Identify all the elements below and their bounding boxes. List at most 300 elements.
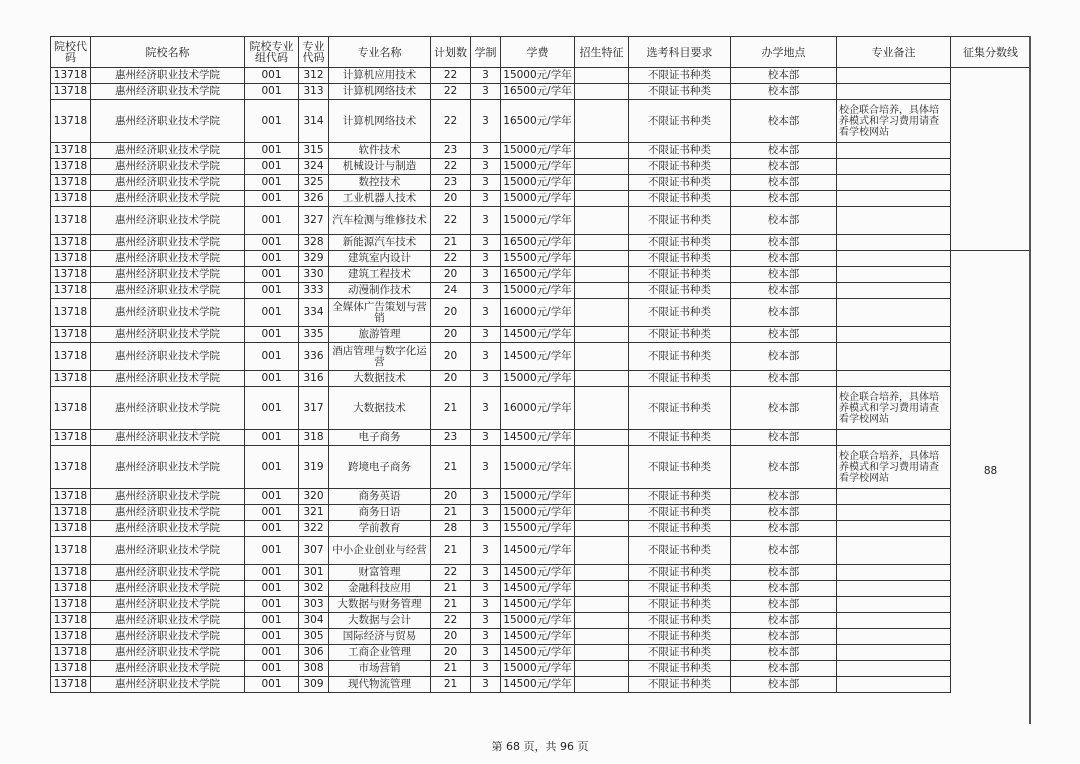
table-cell: 3 bbox=[471, 327, 501, 343]
table-cell: 建筑室内设计 bbox=[329, 251, 431, 267]
table-cell bbox=[837, 68, 951, 84]
table-cell: 不限证书种类 bbox=[629, 267, 731, 283]
table-cell bbox=[837, 521, 951, 537]
table-cell bbox=[575, 661, 629, 677]
table-cell: 不限证书种类 bbox=[629, 175, 731, 191]
table-row bbox=[51, 581, 1031, 597]
column-header: 专业备注 bbox=[837, 37, 951, 68]
table-cell: 001 bbox=[245, 629, 299, 645]
table-cell: 惠州经济职业技术学院 bbox=[91, 283, 245, 299]
table-cell: 15500元/学年 bbox=[501, 251, 575, 267]
table-cell bbox=[575, 143, 629, 159]
table-cell: 惠州经济职业技术学院 bbox=[91, 537, 245, 565]
table-cell: 001 bbox=[245, 613, 299, 629]
table-cell: 001 bbox=[245, 191, 299, 207]
table-cell: 惠州经济职业技术学院 bbox=[91, 446, 245, 489]
table-cell: 334 bbox=[299, 299, 329, 327]
table-cell: 16000元/学年 bbox=[501, 299, 575, 327]
table-cell: 22 bbox=[431, 613, 471, 629]
table-cell bbox=[575, 175, 629, 191]
table-cell: 惠州经济职业技术学院 bbox=[91, 235, 245, 251]
table-cell: 3 bbox=[471, 371, 501, 387]
table-row bbox=[51, 68, 1031, 84]
table-row bbox=[51, 191, 1031, 207]
table-cell: 机械设计与制造 bbox=[329, 159, 431, 175]
table-cell: 001 bbox=[245, 597, 299, 613]
table-cell: 001 bbox=[245, 283, 299, 299]
table-cell: 惠州经济职业技术学院 bbox=[91, 191, 245, 207]
table-cell: 22 bbox=[431, 251, 471, 267]
table-cell: 22 bbox=[431, 159, 471, 175]
table-cell: 3 bbox=[471, 645, 501, 661]
table-cell: 校本部 bbox=[731, 565, 837, 581]
table-cell: 惠州经济职业技术学院 bbox=[91, 175, 245, 191]
table-cell: 3 bbox=[471, 489, 501, 505]
table-cell: 不限证书种类 bbox=[629, 191, 731, 207]
table-cell bbox=[837, 629, 951, 645]
table-cell: 303 bbox=[299, 597, 329, 613]
table-cell: 惠州经济职业技术学院 bbox=[91, 505, 245, 521]
table-cell: 3 bbox=[471, 629, 501, 645]
table-cell: 001 bbox=[245, 251, 299, 267]
table-row bbox=[51, 597, 1031, 613]
column-header: 学制 bbox=[471, 37, 501, 68]
table-cell: 21 bbox=[431, 505, 471, 521]
table-cell: 15000元/学年 bbox=[501, 68, 575, 84]
table-cell bbox=[837, 661, 951, 677]
table-cell: 15000元/学年 bbox=[501, 191, 575, 207]
table-cell: 校本部 bbox=[731, 191, 837, 207]
table-row bbox=[51, 283, 1031, 299]
table-cell: 321 bbox=[299, 505, 329, 521]
table-cell: 惠州经济职业技术学院 bbox=[91, 581, 245, 597]
table-cell: 13718 bbox=[51, 629, 91, 645]
table-cell: 001 bbox=[245, 343, 299, 371]
table-cell bbox=[837, 613, 951, 629]
table-cell: 304 bbox=[299, 613, 329, 629]
table-cell bbox=[837, 371, 951, 387]
table-cell: 317 bbox=[299, 387, 329, 430]
table-cell bbox=[575, 84, 629, 100]
column-header: 招生特征 bbox=[575, 37, 629, 68]
table-cell: 001 bbox=[245, 521, 299, 537]
table-cell: 惠州经济职业技术学院 bbox=[91, 489, 245, 505]
table-cell: 13718 bbox=[51, 283, 91, 299]
table-cell: 305 bbox=[299, 629, 329, 645]
table-cell: 21 bbox=[431, 446, 471, 489]
table-cell: 商务日语 bbox=[329, 505, 431, 521]
column-header: 计划数 bbox=[431, 37, 471, 68]
table-cell: 不限证书种类 bbox=[629, 521, 731, 537]
table-cell bbox=[575, 581, 629, 597]
table-cell: 20 bbox=[431, 299, 471, 327]
table-cell: 3 bbox=[471, 207, 501, 235]
table-cell: 15000元/学年 bbox=[501, 159, 575, 175]
table-cell: 320 bbox=[299, 489, 329, 505]
table-cell: 校本部 bbox=[731, 299, 837, 327]
table-cell: 23 bbox=[431, 175, 471, 191]
table-cell: 001 bbox=[245, 505, 299, 521]
table-cell: 15000元/学年 bbox=[501, 371, 575, 387]
table-cell: 商务英语 bbox=[329, 489, 431, 505]
table-cell: 3 bbox=[471, 235, 501, 251]
table-cell bbox=[575, 327, 629, 343]
table-cell: 不限证书种类 bbox=[629, 581, 731, 597]
table-cell: 不限证书种类 bbox=[629, 537, 731, 565]
column-header: 征集分数线 bbox=[951, 37, 1031, 68]
table-row bbox=[51, 143, 1031, 159]
table-cell: 不限证书种类 bbox=[629, 68, 731, 84]
table-cell: 313 bbox=[299, 84, 329, 100]
table-cell bbox=[575, 159, 629, 175]
table-cell: 电子商务 bbox=[329, 430, 431, 446]
table-cell bbox=[575, 629, 629, 645]
table-cell: 335 bbox=[299, 327, 329, 343]
table-cell: 318 bbox=[299, 430, 329, 446]
table-cell: 计算机网络技术 bbox=[329, 84, 431, 100]
table-cell: 酒店管理与数字化运营 bbox=[329, 343, 431, 371]
column-header: 院校名称 bbox=[91, 37, 245, 68]
table-cell bbox=[575, 565, 629, 581]
table-row bbox=[51, 267, 1031, 283]
table-cell: 15000元/学年 bbox=[501, 175, 575, 191]
table-row bbox=[51, 159, 1031, 175]
table-cell bbox=[837, 505, 951, 521]
table-cell: 校本部 bbox=[731, 581, 837, 597]
table-cell bbox=[575, 283, 629, 299]
table-cell: 新能源汽车技术 bbox=[329, 235, 431, 251]
table-cell: 校本部 bbox=[731, 446, 837, 489]
table-cell bbox=[575, 613, 629, 629]
table-row bbox=[51, 207, 1031, 235]
table-cell: 校本部 bbox=[731, 371, 837, 387]
table-cell: 校本部 bbox=[731, 207, 837, 235]
table-cell: 校本部 bbox=[731, 645, 837, 661]
table-row bbox=[51, 661, 1031, 677]
table-cell: 22 bbox=[431, 565, 471, 581]
table-cell: 13718 bbox=[51, 521, 91, 537]
page-right-border bbox=[1029, 36, 1031, 724]
table-cell: 326 bbox=[299, 191, 329, 207]
table-row bbox=[51, 446, 1031, 489]
table-cell: 惠州经济职业技术学院 bbox=[91, 565, 245, 581]
table-cell bbox=[575, 251, 629, 267]
table-row bbox=[51, 505, 1031, 521]
table-cell: 324 bbox=[299, 159, 329, 175]
table-cell: 软件技术 bbox=[329, 143, 431, 159]
table-cell: 001 bbox=[245, 430, 299, 446]
table-cell: 不限证书种类 bbox=[629, 283, 731, 299]
table-cell: 16500元/学年 bbox=[501, 267, 575, 283]
table-cell: 15000元/学年 bbox=[501, 505, 575, 521]
table-cell: 001 bbox=[245, 446, 299, 489]
table-cell: 惠州经济职业技术学院 bbox=[91, 327, 245, 343]
table-cell: 13718 bbox=[51, 343, 91, 371]
table-cell bbox=[837, 267, 951, 283]
table-cell bbox=[575, 537, 629, 565]
table-cell: 21 bbox=[431, 387, 471, 430]
column-header: 院校代码 bbox=[51, 37, 91, 68]
table-cell bbox=[837, 489, 951, 505]
table-cell: 24 bbox=[431, 283, 471, 299]
table-cell: 不限证书种类 bbox=[629, 343, 731, 371]
table-cell: 13718 bbox=[51, 430, 91, 446]
table-cell: 15000元/学年 bbox=[501, 207, 575, 235]
table-cell: 惠州经济职业技术学院 bbox=[91, 521, 245, 537]
table-cell: 不限证书种类 bbox=[629, 489, 731, 505]
column-header: 专业代码 bbox=[299, 37, 329, 68]
table-cell: 不限证书种类 bbox=[629, 207, 731, 235]
table-cell: 327 bbox=[299, 207, 329, 235]
table-cell: 316 bbox=[299, 371, 329, 387]
table-cell: 3 bbox=[471, 251, 501, 267]
table-cell: 329 bbox=[299, 251, 329, 267]
table-cell: 3 bbox=[471, 446, 501, 489]
table-cell bbox=[837, 565, 951, 581]
table-cell: 001 bbox=[245, 143, 299, 159]
table-cell: 333 bbox=[299, 283, 329, 299]
table-cell: 3 bbox=[471, 565, 501, 581]
table-cell: 20 bbox=[431, 629, 471, 645]
table-cell: 13718 bbox=[51, 175, 91, 191]
table-cell: 22 bbox=[431, 84, 471, 100]
table-cell: 13718 bbox=[51, 677, 91, 693]
table-row bbox=[51, 430, 1031, 446]
table-cell: 14500元/学年 bbox=[501, 565, 575, 581]
table-cell bbox=[837, 235, 951, 251]
table-cell: 3 bbox=[471, 283, 501, 299]
table-row bbox=[51, 387, 1031, 430]
table-cell: 001 bbox=[245, 84, 299, 100]
table-row bbox=[51, 343, 1031, 371]
table-header-row bbox=[51, 37, 1031, 68]
column-header: 选考科目要求 bbox=[629, 37, 731, 68]
table-cell: 国际经济与贸易 bbox=[329, 629, 431, 645]
table-cell: 14500元/学年 bbox=[501, 677, 575, 693]
table-cell: 不限证书种类 bbox=[629, 251, 731, 267]
table-cell: 301 bbox=[299, 565, 329, 581]
table-cell: 不限证书种类 bbox=[629, 159, 731, 175]
table-cell: 14500元/学年 bbox=[501, 430, 575, 446]
table-cell bbox=[837, 207, 951, 235]
score-cell-top bbox=[951, 68, 1031, 251]
table-cell: 不限证书种类 bbox=[629, 661, 731, 677]
table-cell bbox=[575, 371, 629, 387]
table-cell: 旅游管理 bbox=[329, 327, 431, 343]
table-cell: 不限证书种类 bbox=[629, 505, 731, 521]
table-cell: 16000元/学年 bbox=[501, 387, 575, 430]
table-cell: 不限证书种类 bbox=[629, 677, 731, 693]
table-cell: 惠州经济职业技术学院 bbox=[91, 677, 245, 693]
table-cell: 16500元/学年 bbox=[501, 100, 575, 143]
table-cell: 不限证书种类 bbox=[629, 84, 731, 100]
table-cell: 314 bbox=[299, 100, 329, 143]
table-cell bbox=[575, 267, 629, 283]
table-cell: 不限证书种类 bbox=[629, 371, 731, 387]
table-cell bbox=[837, 251, 951, 267]
table-cell: 308 bbox=[299, 661, 329, 677]
table-cell: 财富管理 bbox=[329, 565, 431, 581]
table-cell: 校本部 bbox=[731, 489, 837, 505]
table-cell: 15000元/学年 bbox=[501, 613, 575, 629]
page-footer: 第 68 页，共 96 页 bbox=[491, 740, 589, 753]
table-cell: 13718 bbox=[51, 597, 91, 613]
table-cell bbox=[837, 191, 951, 207]
column-header: 学费 bbox=[501, 37, 575, 68]
table-cell: 工业机器人技术 bbox=[329, 191, 431, 207]
table-cell: 001 bbox=[245, 327, 299, 343]
table-cell: 不限证书种类 bbox=[629, 387, 731, 430]
table-cell: 校本部 bbox=[731, 100, 837, 143]
table-cell: 21 bbox=[431, 677, 471, 693]
table-cell: 惠州经济职业技术学院 bbox=[91, 661, 245, 677]
table-cell: 惠州经济职业技术学院 bbox=[91, 143, 245, 159]
table-row bbox=[51, 100, 1031, 143]
table-cell: 336 bbox=[299, 343, 329, 371]
table-cell: 校本部 bbox=[731, 629, 837, 645]
table-cell: 3 bbox=[471, 84, 501, 100]
table-cell: 21 bbox=[431, 661, 471, 677]
table-cell: 13718 bbox=[51, 581, 91, 597]
table-cell: 不限证书种类 bbox=[629, 629, 731, 645]
table-cell: 3 bbox=[471, 430, 501, 446]
table-cell: 13718 bbox=[51, 143, 91, 159]
table-cell bbox=[575, 521, 629, 537]
table-cell: 3 bbox=[471, 581, 501, 597]
table-row bbox=[51, 645, 1031, 661]
table-cell bbox=[575, 677, 629, 693]
table-cell: 惠州经济职业技术学院 bbox=[91, 84, 245, 100]
table-cell: 跨境电子商务 bbox=[329, 446, 431, 489]
table-cell: 20 bbox=[431, 267, 471, 283]
table-cell: 001 bbox=[245, 645, 299, 661]
table-cell: 322 bbox=[299, 521, 329, 537]
table-cell bbox=[575, 446, 629, 489]
table-cell: 校本部 bbox=[731, 267, 837, 283]
table-cell: 计算机网络技术 bbox=[329, 100, 431, 143]
table-cell bbox=[575, 299, 629, 327]
table-cell: 13718 bbox=[51, 68, 91, 84]
table-cell: 不限证书种类 bbox=[629, 597, 731, 613]
table-cell: 15000元/学年 bbox=[501, 489, 575, 505]
table-row bbox=[51, 537, 1031, 565]
table-cell bbox=[837, 84, 951, 100]
table-cell: 校本部 bbox=[731, 283, 837, 299]
table-cell bbox=[575, 645, 629, 661]
table-cell: 13718 bbox=[51, 84, 91, 100]
table-cell bbox=[575, 505, 629, 521]
table-cell bbox=[837, 327, 951, 343]
table-cell: 13718 bbox=[51, 645, 91, 661]
table-cell bbox=[575, 191, 629, 207]
table-cell: 惠州经济职业技术学院 bbox=[91, 207, 245, 235]
table-cell: 工商企业管理 bbox=[329, 645, 431, 661]
table-cell: 惠州经济职业技术学院 bbox=[91, 613, 245, 629]
table-cell bbox=[837, 597, 951, 613]
table-cell bbox=[837, 343, 951, 371]
table-cell: 13718 bbox=[51, 327, 91, 343]
table-cell: 309 bbox=[299, 677, 329, 693]
table-cell: 全媒体广告策划与营销 bbox=[329, 299, 431, 327]
table-cell bbox=[575, 430, 629, 446]
table-cell: 001 bbox=[245, 207, 299, 235]
table-cell: 315 bbox=[299, 143, 329, 159]
table-cell: 不限证书种类 bbox=[629, 327, 731, 343]
table-cell bbox=[837, 537, 951, 565]
table-cell: 惠州经济职业技术学院 bbox=[91, 597, 245, 613]
table-cell: 校本部 bbox=[731, 521, 837, 537]
table-cell bbox=[575, 68, 629, 84]
table-cell: 不限证书种类 bbox=[629, 430, 731, 446]
table-row bbox=[51, 175, 1031, 191]
score-cutoff-cell: 88 bbox=[951, 251, 1031, 693]
table-cell bbox=[575, 343, 629, 371]
table-cell: 3 bbox=[471, 613, 501, 629]
table-cell: 3 bbox=[471, 597, 501, 613]
table-cell: 惠州经济职业技术学院 bbox=[91, 251, 245, 267]
table-cell: 001 bbox=[245, 677, 299, 693]
table-cell: 计算机应用技术 bbox=[329, 68, 431, 84]
table-cell: 不限证书种类 bbox=[629, 565, 731, 581]
table-cell: 20 bbox=[431, 371, 471, 387]
table-cell: 不限证书种类 bbox=[629, 645, 731, 661]
table-cell bbox=[837, 299, 951, 327]
table-cell: 学前教育 bbox=[329, 521, 431, 537]
table-cell: 330 bbox=[299, 267, 329, 283]
table-cell: 3 bbox=[471, 100, 501, 143]
table-cell bbox=[837, 175, 951, 191]
table-cell: 22 bbox=[431, 100, 471, 143]
table-cell: 001 bbox=[245, 537, 299, 565]
column-header: 专业名称 bbox=[329, 37, 431, 68]
table-cell: 校企联合培养，具体培养模式和学习费用请查看学校网站 bbox=[837, 387, 951, 430]
table-cell: 14500元/学年 bbox=[501, 343, 575, 371]
table-row bbox=[51, 235, 1031, 251]
table-row bbox=[51, 84, 1031, 100]
table-cell: 13718 bbox=[51, 299, 91, 327]
table-cell: 325 bbox=[299, 175, 329, 191]
table-cell: 3 bbox=[471, 175, 501, 191]
column-header: 办学地点 bbox=[731, 37, 837, 68]
table-cell: 3 bbox=[471, 343, 501, 371]
table-row bbox=[51, 299, 1031, 327]
table-cell: 307 bbox=[299, 537, 329, 565]
table-cell bbox=[575, 207, 629, 235]
table-cell bbox=[575, 100, 629, 143]
table-cell: 3 bbox=[471, 505, 501, 521]
table-cell: 汽车检测与维修技术 bbox=[329, 207, 431, 235]
table-row bbox=[51, 251, 1031, 267]
table-cell: 校本部 bbox=[731, 387, 837, 430]
table-cell bbox=[575, 489, 629, 505]
table-cell bbox=[837, 581, 951, 597]
table-cell: 校本部 bbox=[731, 159, 837, 175]
table-cell: 校本部 bbox=[731, 327, 837, 343]
table-row bbox=[51, 371, 1031, 387]
table-cell: 3 bbox=[471, 537, 501, 565]
table-cell: 3 bbox=[471, 387, 501, 430]
table-cell: 001 bbox=[245, 100, 299, 143]
table-cell: 001 bbox=[245, 387, 299, 430]
table-cell: 动漫制作技术 bbox=[329, 283, 431, 299]
table-row bbox=[51, 565, 1031, 581]
table-cell bbox=[837, 159, 951, 175]
table-cell: 16500元/学年 bbox=[501, 235, 575, 251]
table-cell: 001 bbox=[245, 159, 299, 175]
table-cell: 3 bbox=[471, 143, 501, 159]
table-cell: 不限证书种类 bbox=[629, 446, 731, 489]
table-cell bbox=[837, 283, 951, 299]
